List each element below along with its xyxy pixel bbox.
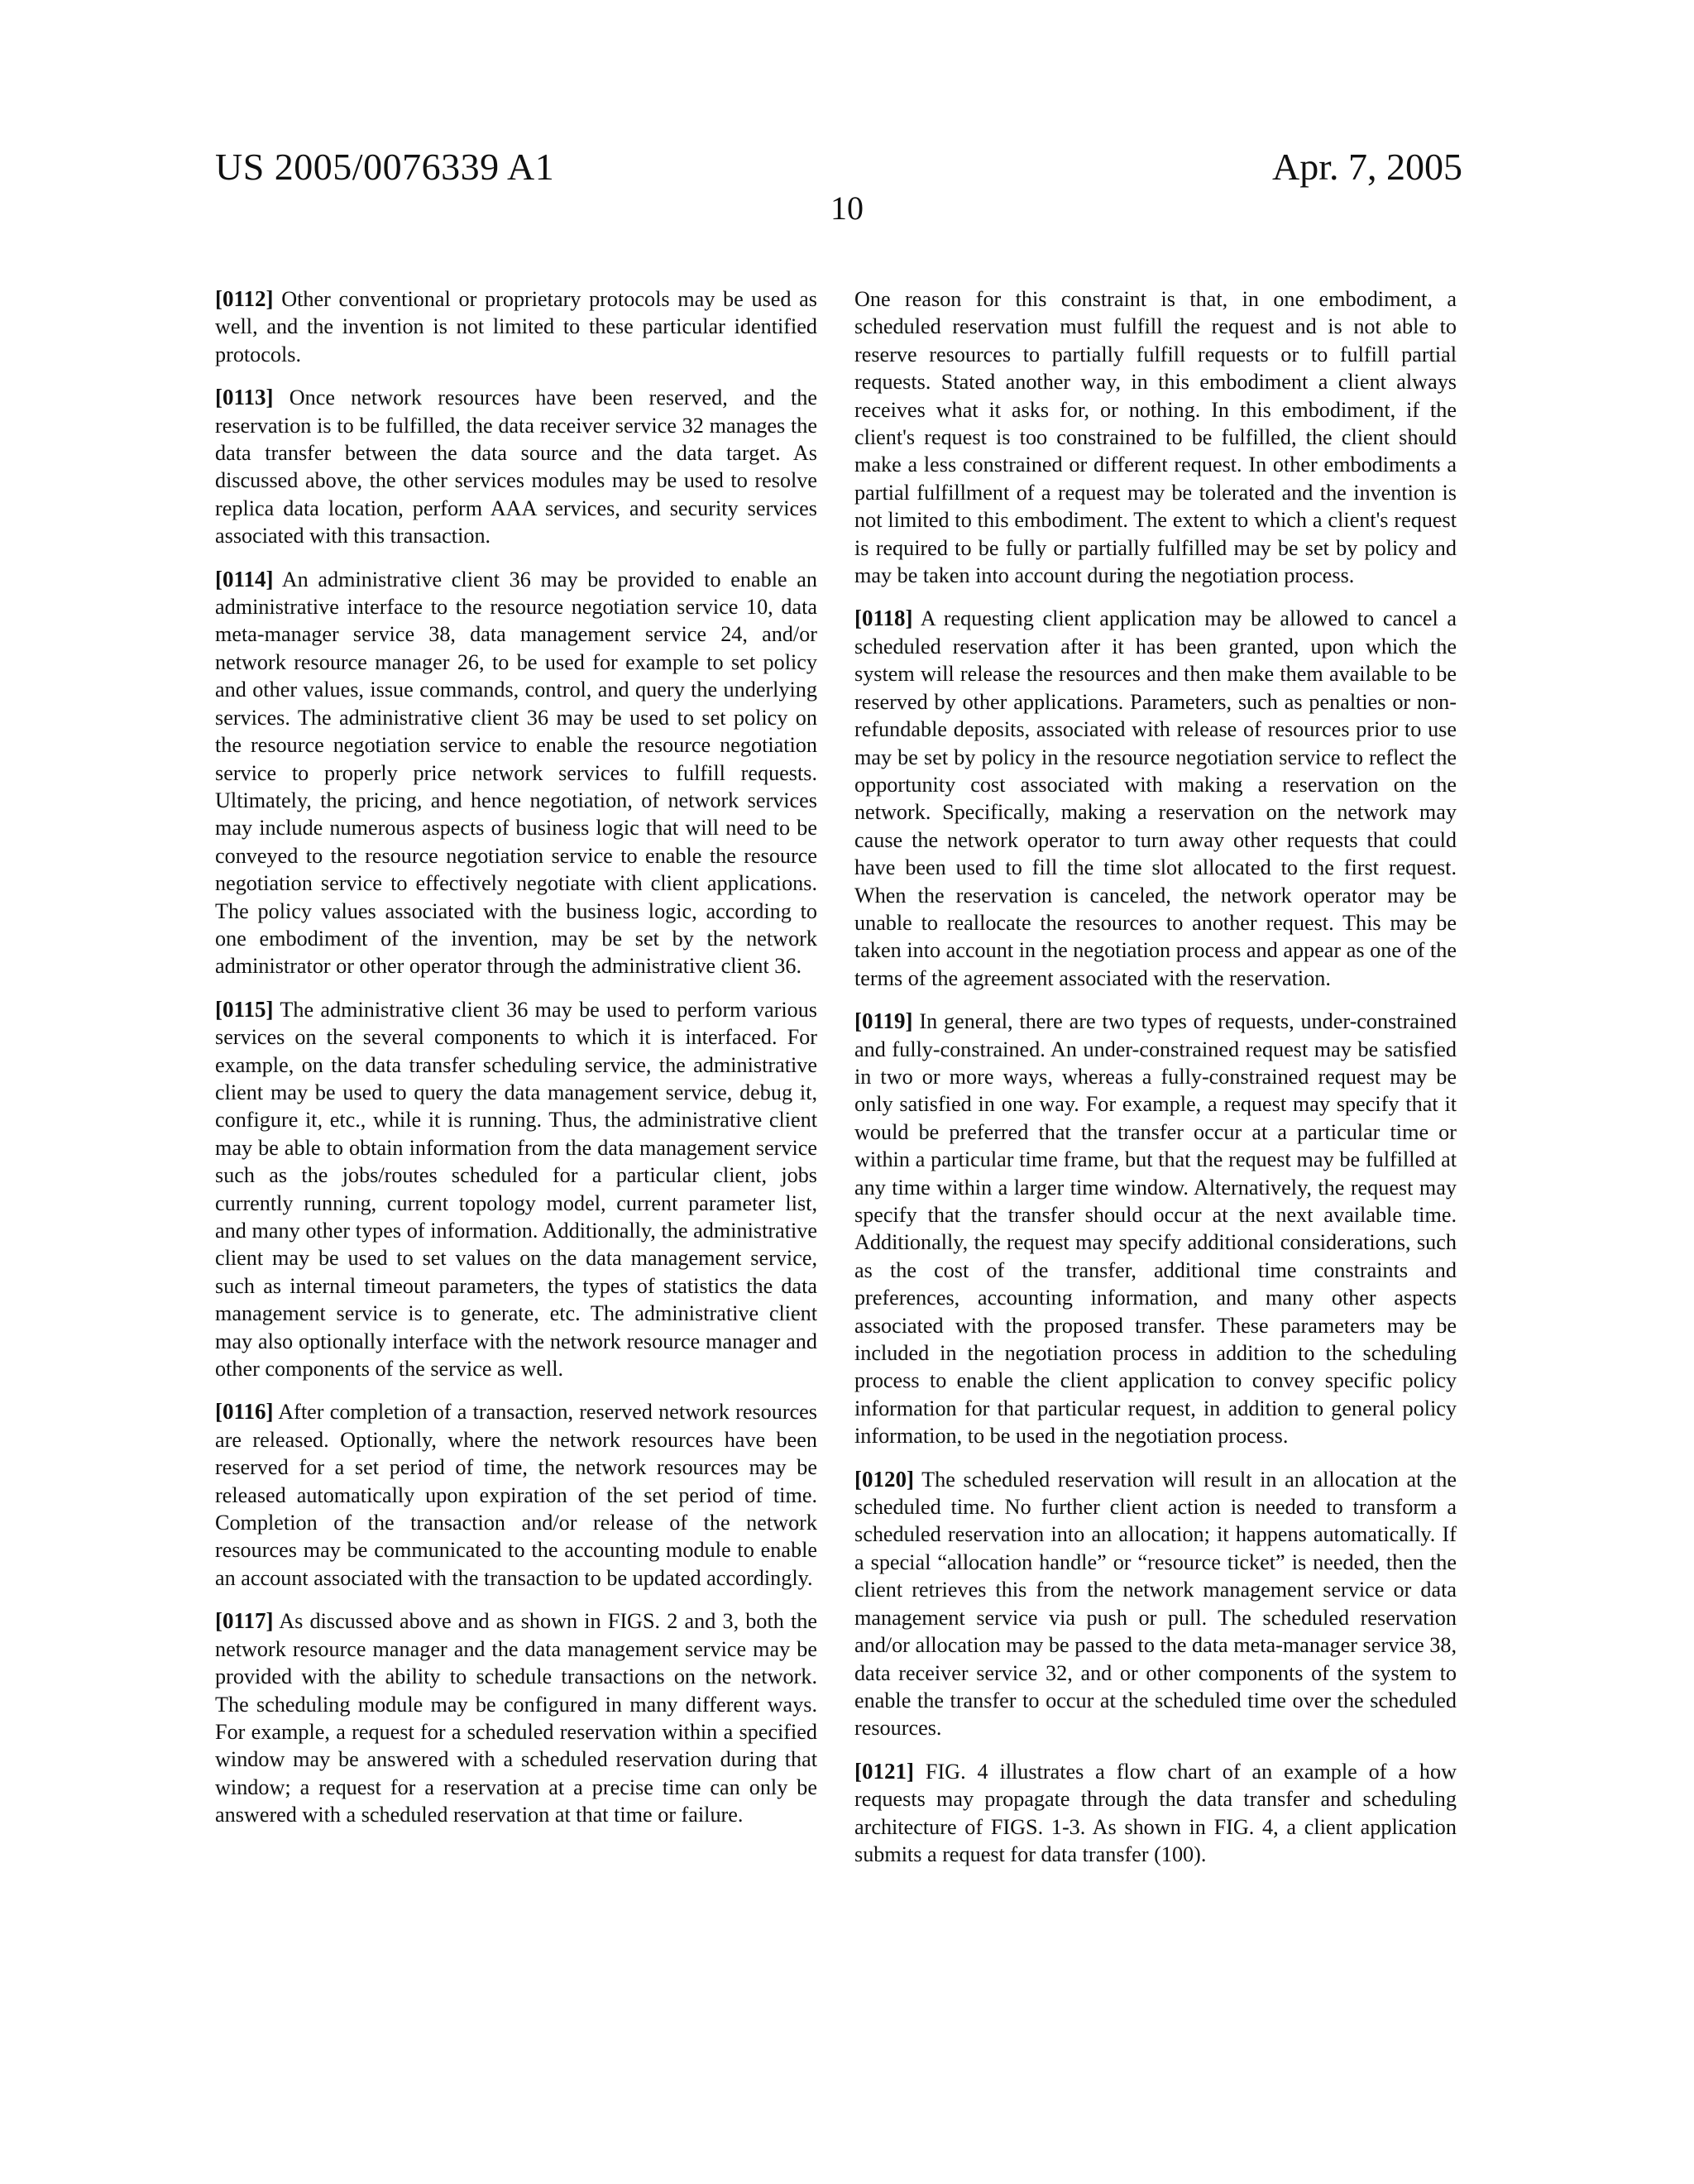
paragraph-number: [0120]: [854, 1466, 914, 1492]
paragraph-text: Other conventional or proprietary protocols may be used as well, and the invention is not limited to these particular identified protocols.: [215, 287, 818, 366]
paragraph-text: After completion of a transaction, reserved network resources are released. Optionally, where the network resources have been reserved for a set period of time, the network resources may be released automatically upon expiration of the set period of time. Completion of the transaction and/or release of the network resources may be communicated to the accounting module to enable an account associated with the transaction to be updated accordingly.: [215, 1400, 818, 1590]
paragraph-text: In general, there are two types of requests, under-constrained and fully-constrained. An under-constrained request may be satisfied in two or more ways, whereas a fully-constrained request may be only satisfied in one way. For example, a request may specify that it would be preferred that the transfer occur at a particular time or within a particular time frame, but that the request may be fulfilled at any time within a larger time window. Alternatively, the request may specify that the transfer should occur at the next available time. Additionally, the request may specify additional considerations, such as the cost of the transfer, additional time constraints and preferences, accounting information, and many other aspects associated with the proposed transfer. These parameters may be included in the negotiation process in addition to the scheduling process to enable the client application to convey specific policy information for that particular request, in addition to general policy information, to be used in the negotiation process.: [854, 1009, 1457, 1449]
paragraph-text: A requesting client application may be allowed to cancel a scheduled reservation after it has been granted, upon which the system will release the resources and then make them available to be reserved by other applications. Parameters, such as penalties or non-refundable deposits, associated with release of resources prior to use may be set by policy in the resource negotiation service to reflect the opportunity cost associated with making a reservation on the network. Specifically, making a reservation on the network may cause the network operator to turn away other requests that could have been used to fill the time slot allocated to the first request. When the reservation is canceled, the network operator may be unable to reallocate the resources to another request. This may be taken into account in the negotiation process and appear as one of the terms of the agreement associated with the reservation.: [854, 606, 1457, 990]
paragraph-text: As discussed above and as shown in FIGS. 2 and 3, both the network resource manager and the data management service may be provided with the ability to schedule transactions on the network. The scheduling module may be configured in many different ways. For example, a request for a scheduled reservation within a specified window may be answered with a scheduled reservation during that window; a request for a reservation at a precise time can only be answered with a scheduled reservation at that time or failure.: [215, 1609, 817, 1827]
paragraph-text: An administrative client 36 may be provided to enable an administrative interface to the resource negotiation service 10, data meta-manager service 38, data management service 24, and/or network resource manager 26, to be used for example to set policy and other values, issue commands, control, and query the underlying services. The administrative client 36 may be used to set policy on the resource negotiation service to enable the resource negotiation service to properly price network services to fulfill requests. Ultimately, the pricing, and hence negotiation, of network services may include numerous aspects of business logic that will need to be conveyed to the resource negotiation service to enable the resource negotiation service to effectively negotiate with client applications. The policy values associated with the business logic, according to one embodiment of the invention, may be set by the network administrator or other operator through the administrative client 36.: [215, 567, 817, 979]
left-column: [215, 285, 817, 1845]
paragraph-number: [0117]: [215, 1608, 274, 1634]
paragraph-number: [0114]: [215, 566, 274, 592]
paragraph-0118: [854, 605, 1457, 992]
paragraph-text: One reason for this constraint is that, in one embodiment, a scheduled reservation must fulfill the request and is not able to reserve resources to partially fulfill requests or to fulfill partial requests. Stated another way, in this embodiment a client always receives what it asks for, or nothing. In this embodiment, if the client's request is too constrained to be fulfilled, the client should make a less constrained or different request. In other embodiments a partial fulfillment of a request may be tolerated and the invention is not limited to this embodiment. The extent to which a client's request is required to be fully or partially fulfilled may be set by policy and may be taken into account during the negotiation process.: [854, 287, 1457, 588]
paragraph-0113: [215, 384, 817, 549]
publication-number: US 2005/0076339 A1: [215, 146, 555, 188]
publication-date: Apr. 7, 2005: [1272, 146, 1462, 188]
paragraph-number: [0121]: [854, 1758, 914, 1784]
paragraph-0117: [215, 1607, 817, 1828]
paragraph-number: [0113]: [215, 385, 274, 410]
paragraph-0119: [854, 1008, 1457, 1450]
paragraph-0114: [215, 566, 817, 980]
paragraph-text: The administrative client 36 may be used to perform various services on the several components to which it is interfaced. For example, on the data transfer scheduling service, the administrative client may be used to query the data management service, debug it, configure it, etc., while it is running. Thus, the administrative client may be able to obtain information from the data management service such as the jobs/routes scheduled for a particular client, jobs currently running, current topology model, current parameter list, and many other types of information. Additionally, the administrative client may be used to set values on the data management service, such as internal timeout parameters, the types of statistics the data management service is to generate, etc. The administrative client may also optionally interface with the network resource manager and other components of the service as well.: [215, 997, 817, 1382]
paragraph-number: [0118]: [854, 606, 913, 631]
paragraph-0121: [854, 1758, 1457, 1869]
paragraph-text: Once network resources have been reserved, and the reservation is to be fulfilled, the data receiver service 32 manages the data transfer between the data source and the data target. As discussed above, the other services modules may be used to resolve replica data location, perform AAA services, and security services associated with this transaction.: [215, 386, 818, 548]
paragraph-0120: [854, 1466, 1457, 1742]
paragraph-text: The scheduled reservation will result in an allocation at the scheduled time. No further client action is needed to transform a scheduled reservation into an allocation; it happens automatically. If a special “allocation handle” or “resource ticket” is needed, then the client retrieves this from the network management service or data management service via push or pull. The scheduled reservation and/or allocation may be passed to the data meta-manager service 38, data receiver service 32, and or other components of the system to enable the transfer to occur at the scheduled time over the scheduled resources.: [854, 1467, 1457, 1741]
right-column: [854, 285, 1457, 1884]
paragraph-text: FIG. 4 illustrates a flow chart of an example of a how requests may propagate through the data transfer and scheduling architecture of FIGS. 1-3. As shown in FIG. 4, a client application submits a request for data transfer (100).: [854, 1759, 1457, 1866]
paragraph-0116: [215, 1398, 817, 1592]
paragraph-0112: [215, 285, 817, 368]
paragraph-0115: [215, 996, 817, 1383]
paragraph-number: [0115]: [215, 996, 274, 1022]
paragraph-number: [0116]: [215, 1399, 274, 1425]
page-number: 10: [830, 189, 864, 227]
paragraph-0117-continued: [854, 285, 1457, 589]
paragraph-number: [0119]: [854, 1008, 913, 1034]
paragraph-number: [0112]: [215, 286, 274, 311]
